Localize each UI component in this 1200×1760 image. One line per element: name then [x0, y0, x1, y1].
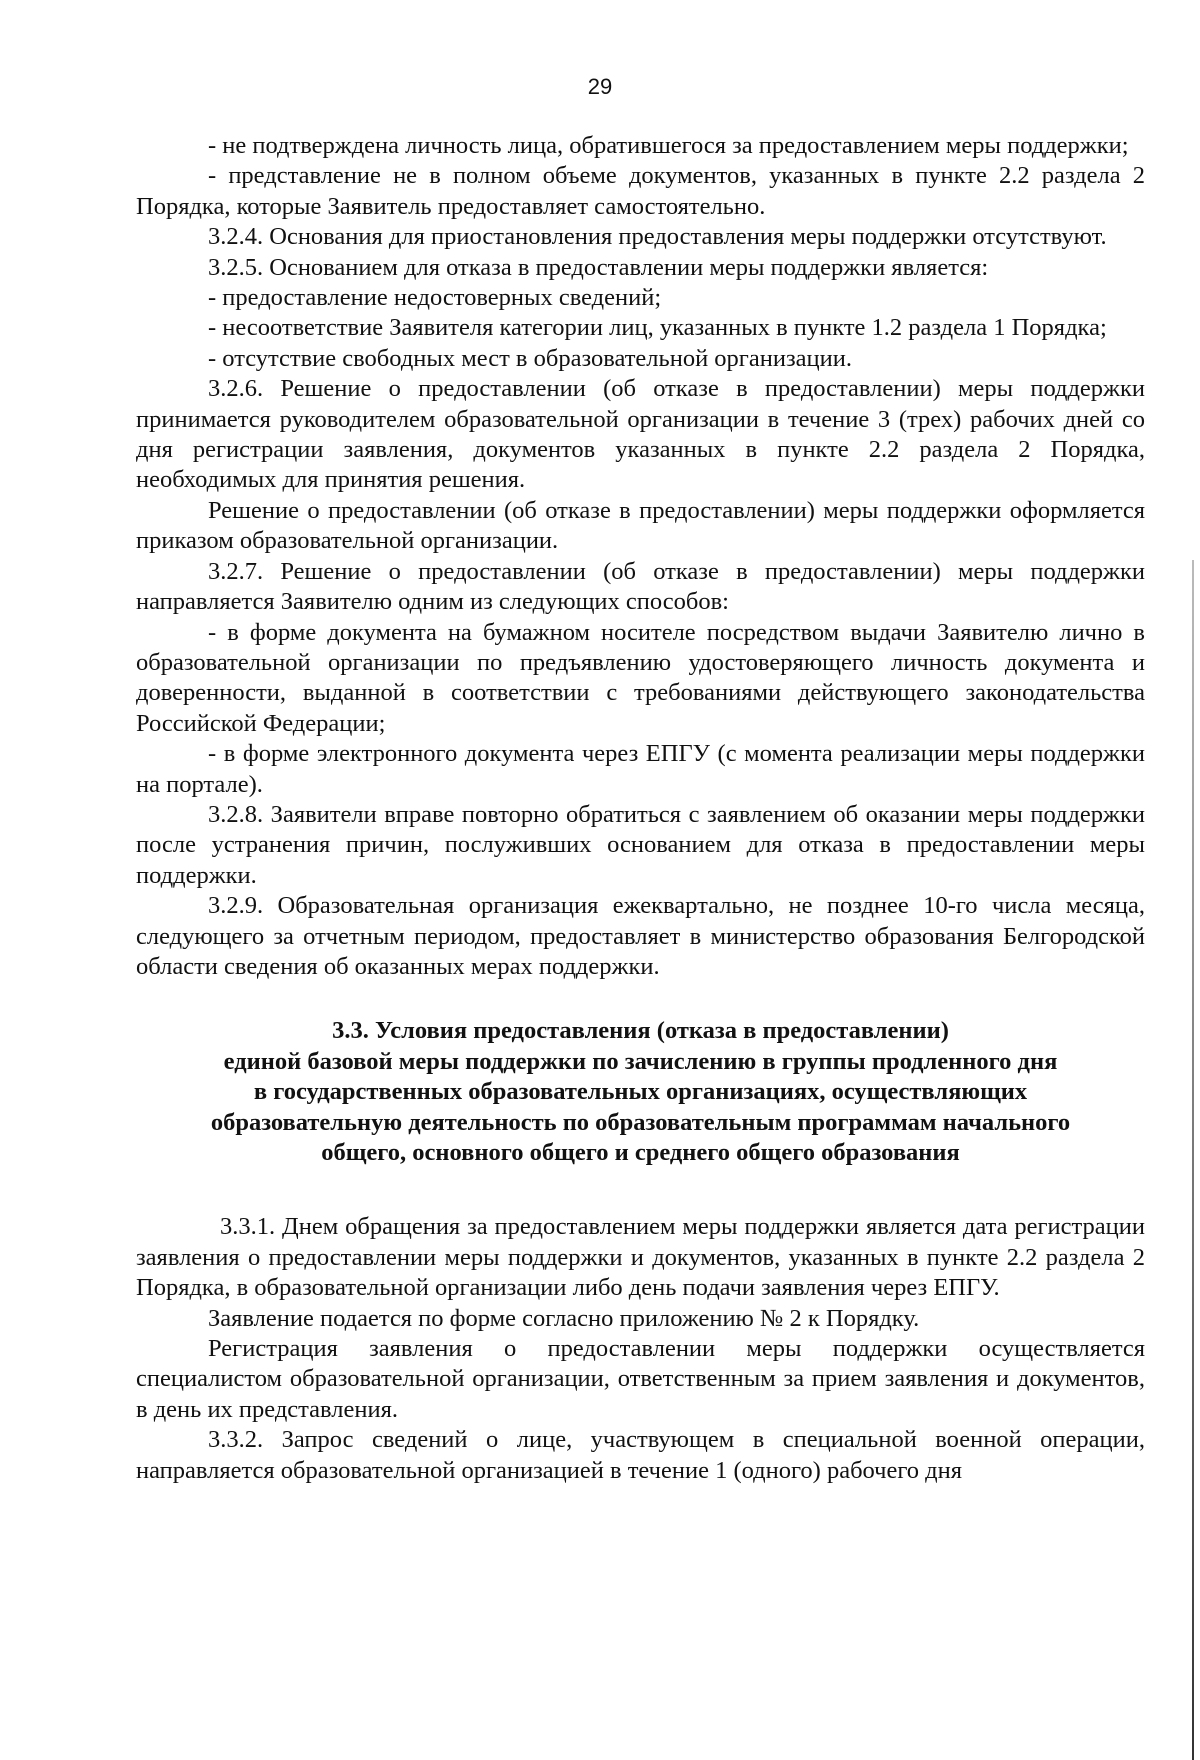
paragraph: 3.2.4. Основания для приостановления предоставления меры поддержки отсутствуют.: [208, 223, 1107, 251]
page-number: 29: [587, 74, 613, 99]
paragraph: 3.3.1. Днем обращения за предоставлением меры поддержки является дата регистрации заявления о предоставлении меры поддержки и документов, указанных в пункте 2.2 раздела 2 Порядка, в образовательной организации либо день подачи заявления через ЕПГУ.: [136, 1213, 1145, 1302]
section-heading-line: единой базовой меры поддержки по зачислению в группы продленного дня: [223, 1047, 1058, 1075]
paragraph: - предоставление недостоверных сведений;: [208, 284, 662, 312]
paragraph: - представление не в полном объеме документов, указанных в пункте 2.2 раздела 2 Порядка, которые Заявитель предоставляет самостоятельно.: [136, 162, 1145, 220]
paragraph: Решение о предоставлении (об отказе в предоставлении) меры поддержки оформляется приказом образовательной организации.: [136, 496, 1145, 555]
document-body: [136, 131, 1145, 1486]
scan-edge-line: [1192, 560, 1194, 1760]
paragraph: - в форме документа на бумажном носителе посредством выдачи Заявителю лично в образовательной организации по предъявлению удостоверяющего личность документа и доверенности, выданной в соответствии с требованиями действующего законодательства Российской Федерации;: [136, 618, 1145, 737]
paragraph: 3.2.6. Решение о предоставлении (об отказе в предоставлении) меры поддержки принимается руководителем образовательной организации в течение 3 (трех) рабочих дней со дня регистрации заявления, документов указанных в пункте 2.2 раздела 2 Порядка, необходимых для принятия решения.: [136, 375, 1145, 494]
paragraph: - несоответствие Заявителя категории лиц, указанных в пункте 1.2 раздела 1 Порядка;: [208, 314, 1107, 342]
paragraph: 3.3.2. Запрос сведений о лице, участвующем в специальной военной операции, направляется образовательной организацией в течение 1 (одного) рабочего дня: [136, 1426, 1145, 1484]
paragraph: 3.2.7. Решение о предоставлении (об отказе в предоставлении) меры поддержки направляется Заявителю одним из следующих способов:: [136, 557, 1145, 616]
paragraph: Регистрация заявления о предоставлении меры поддержки осуществляется специалистом образовательной организации, ответственным за прием заявления и документов, в день их представления.: [136, 1335, 1145, 1423]
paragraph: 3.2.8. Заявители вправе повторно обратиться с заявлением об оказании меры поддержки после устранения причин, послуживших основанием для отказа в предоставлении меры поддержки.: [136, 800, 1145, 889]
paragraph: - не подтверждена личность лица, обратившегося за предоставлением меры поддержки;: [208, 132, 1129, 159]
paragraph: Заявление подается по форме согласно приложению № 2 к Порядку.: [208, 1304, 920, 1332]
section-heading-line: 3.3. Условия предоставления (отказа в предоставлении): [332, 1017, 949, 1045]
section-heading-line: в государственных образовательных организациях, осуществляющих: [253, 1078, 1028, 1106]
paragraph: - отсутствие свободных мест в образовательной организации.: [208, 344, 852, 372]
paragraph: 3.2.5. Основанием для отказа в предоставлении меры поддержки является:: [208, 253, 989, 281]
section-heading: [136, 1016, 1145, 1168]
section-heading-line: образовательную деятельность по образовательным программам начального: [210, 1108, 1071, 1136]
paragraph: - в форме электронного документа через ЕПГУ (с момента реализации меры поддержки на портале).: [136, 740, 1145, 798]
paragraph: 3.2.9. Образовательная организация ежеквартально, не позднее 10-го числа месяца, следующего за отчетным периодом, предоставляет в министерство образования Белгородской области сведения об оказанных мерах поддержки.: [136, 892, 1145, 980]
section-heading-line: общего, основного общего и среднего общего образования: [321, 1139, 960, 1166]
